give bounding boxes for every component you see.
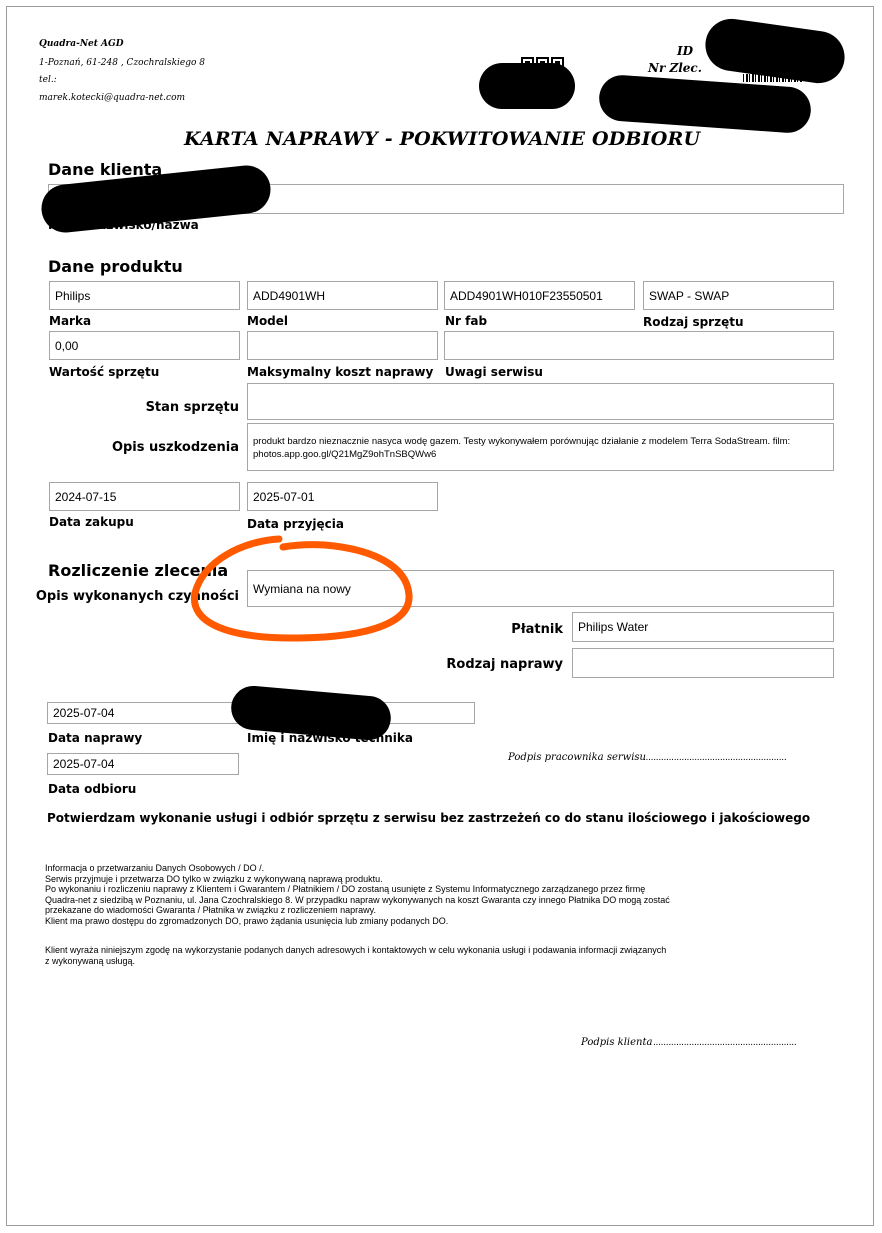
company-address: 1-Poznań, 61-248 , Czochralskiego 8 <box>39 58 206 68</box>
brand-field[interactable]: Philips <box>49 281 240 310</box>
company-tel: tel.: <box>39 75 57 85</box>
intake-date-label: Data przyjęcia <box>247 517 344 531</box>
client-name-label: Imię i nazwisko/nazwa <box>48 218 199 232</box>
damage-description-label: Opis uszkodzenia <box>111 440 239 455</box>
gdpr-line: przekazane do wiadomości Gwaranta / Płatnika w związku z rozliczeniem naprawy. <box>45 905 376 916</box>
consent-line: z wykonywaną usługą. <box>45 955 136 966</box>
client-signature-line: ........................................................ <box>653 1038 797 1048</box>
condition-label: Stan sprzętu <box>145 400 239 415</box>
pickup-date-label: Data odbioru <box>48 782 137 796</box>
damage-description-field[interactable]: produkt bardzo nieznacznie nasyca wodę gazem. Testy wykonywałem porównując działanie z modelem Terra SodaStream. film: photos.app.goo.gl/Q21MgZ9ohTnSBQWw6 <box>247 423 834 471</box>
model-field[interactable]: ADD4901WH <box>247 281 438 310</box>
document-page <box>6 6 874 1226</box>
gdpr-line: Klient ma prawo dostępu do zgromadzonych DO, prawo żądania usunięcia lub zmiany podanych DO. <box>45 915 449 926</box>
client-signature-label: Podpis klienta <box>581 1037 653 1048</box>
repair-date-label: Data naprawy <box>48 731 143 745</box>
pickup-date-field[interactable]: 2025-07-04 <box>47 753 239 775</box>
page-title: KARTA NAPRAWY - POKWITOWANIE ODBIORU <box>184 128 701 150</box>
id-label: ID <box>677 44 694 58</box>
product-section-title: Dane produktu <box>48 257 183 276</box>
model-label: Model <box>247 314 289 328</box>
gdpr-line: Quadra-net z siedzibą w Poznaniu, ul. Jana Czochralskiego 8. W przypadku napraw wykonywanych na koszt Gwaranta czy innego Płatnika DO mogą zostać <box>45 894 670 905</box>
equipment-type-field[interactable]: SWAP - SWAP <box>643 281 834 310</box>
company-email: marek.kotecki@quadra-net.com <box>39 93 186 103</box>
service-notes-label: Uwagi serwisu <box>445 365 543 379</box>
consent-line: Klient wyraża niniejszym zgodę na wykorzystanie podanych danych adresowych i kontaktowych w celu wykonania usługi i podawania informacji związanych <box>45 945 667 955</box>
brand-label: Marka <box>49 314 92 328</box>
employee-signature-line: ........................................................ <box>643 753 787 763</box>
employee-signature-label: Podpis pracownika serwisu <box>508 752 646 763</box>
serial-number-field[interactable]: ADD4901WH010F23550501 <box>444 281 635 310</box>
payer-label: Płatnik <box>511 622 563 637</box>
gdpr-line: Serwis przyjmuje i przetwarza DO tylko w związku z wykonywaną naprawą produktu. <box>45 873 383 884</box>
equipment-type-label: Rodzaj sprzętu <box>643 315 744 329</box>
payer-field[interactable]: Philips Water <box>572 612 834 642</box>
confirmation-statement: Potwierdzam wykonanie usługi i odbiór sprzętu z serwisu bez zastrzeżeń co do stanu ilościowego i jakościowego <box>47 811 811 825</box>
purchase-date-label: Data zakupu <box>49 515 134 529</box>
order-number-label: Nr Zlec. <box>648 61 702 75</box>
work-description-label: Opis wykonanych czynności <box>35 589 239 604</box>
equipment-value-label: Wartość sprzętu <box>49 365 160 379</box>
work-description-field[interactable]: Wymiana na nowy <box>247 570 834 607</box>
settlement-section-title: Rozliczenie zlecenia <box>48 561 229 580</box>
serial-number-label: Nr fab <box>445 314 488 328</box>
intake-date-field[interactable]: 2025-07-01 <box>247 482 438 511</box>
gdpr-line: Po wykonaniu i rozliczeniu naprawy z Klientem i Gwarantem / Płatnikiem / DO zostaną usunięte z Systemu Informatycznego zarządzanego przez firmę <box>45 884 646 895</box>
annotation-circle <box>7 7 873 1225</box>
purchase-date-field[interactable]: 2024-07-15 <box>49 482 240 511</box>
repair-date-field[interactable]: 2025-07-04 <box>47 702 239 724</box>
gdpr-line: Informacja o przetwarzaniu Danych Osobowych / DO /. <box>45 863 265 873</box>
max-repair-cost-label: Maksymalny koszt naprawy <box>247 365 434 379</box>
client-section-title: Dane klienta <box>48 160 163 179</box>
repair-type-label: Rodzaj naprawy <box>446 657 563 672</box>
technician-label: Imię i nazwisko technika <box>247 731 414 745</box>
equipment-value-field[interactable]: 0,00 <box>49 331 240 360</box>
company-name: Quadra-Net AGD <box>39 39 124 49</box>
